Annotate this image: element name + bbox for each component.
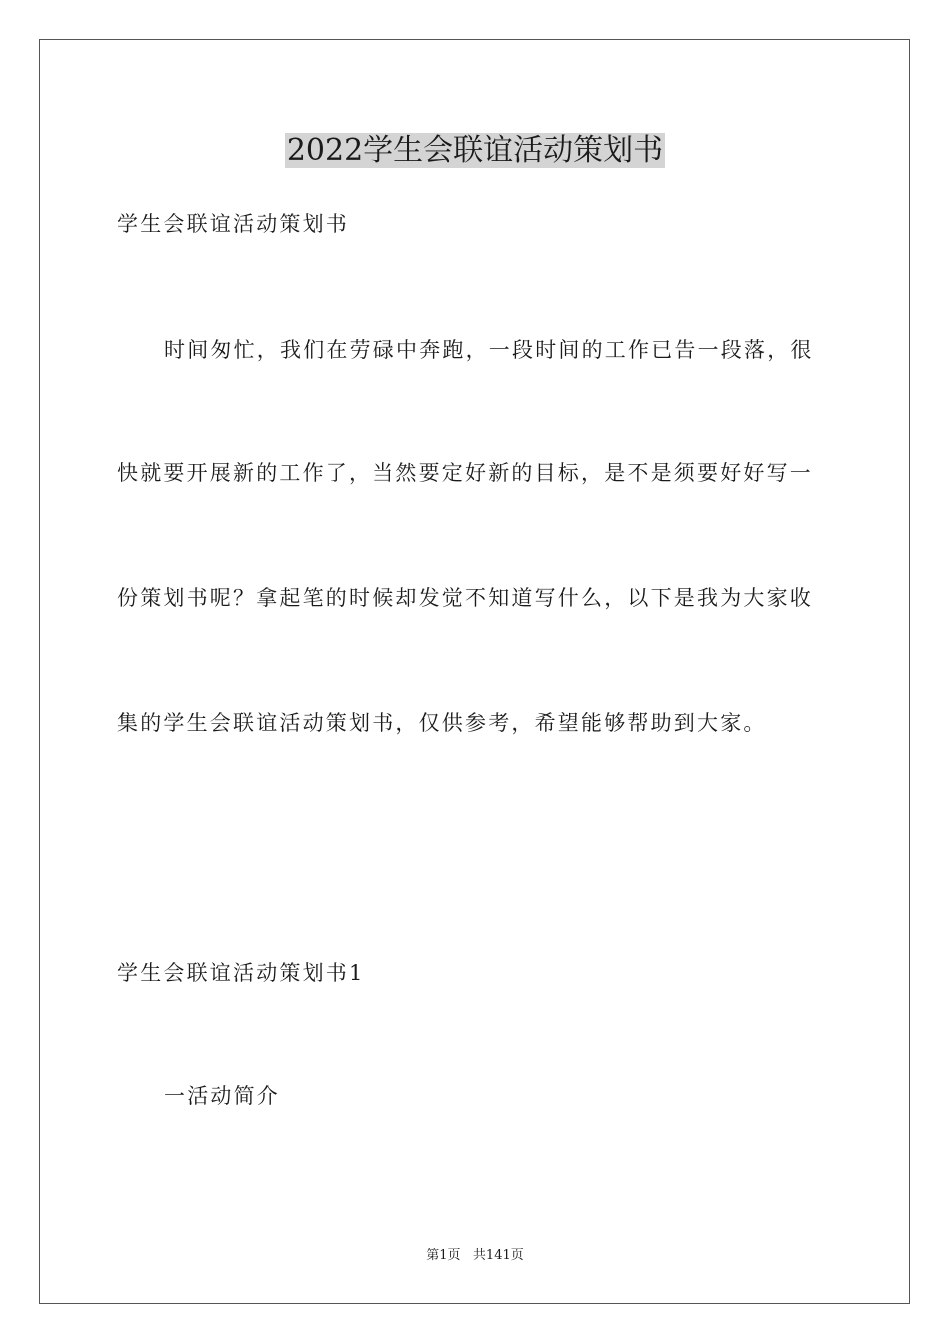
paragraph-line-3: 份策划书呢？拿起笔的时候却发觉不知道写什么，以下是我为大家收: [117, 586, 813, 610]
section-heading-intro: 学生会联谊活动策划书: [117, 212, 349, 236]
subsection-heading: 一活动简介: [164, 1084, 280, 1108]
paragraph-line-1: 时间匆忙，我们在劳碌中奔跑，一段时间的工作已告一段落，很: [164, 338, 814, 362]
document-title: [0, 128, 950, 174]
paragraph-line-2: 快就要开展新的工作了，当然要定好新的目标，是不是须要好好写一: [117, 461, 813, 485]
document-title-text: 2022学生会联谊活动策划书: [286, 133, 664, 168]
section-heading-1: 学生会联谊活动策划书1: [117, 961, 365, 985]
paragraph-line-4: 集的学生会联谊活动策划书，仅供参考，希望能够帮助到大家。: [117, 711, 767, 735]
page-footer: 第1页 共141页: [426, 1248, 524, 1263]
